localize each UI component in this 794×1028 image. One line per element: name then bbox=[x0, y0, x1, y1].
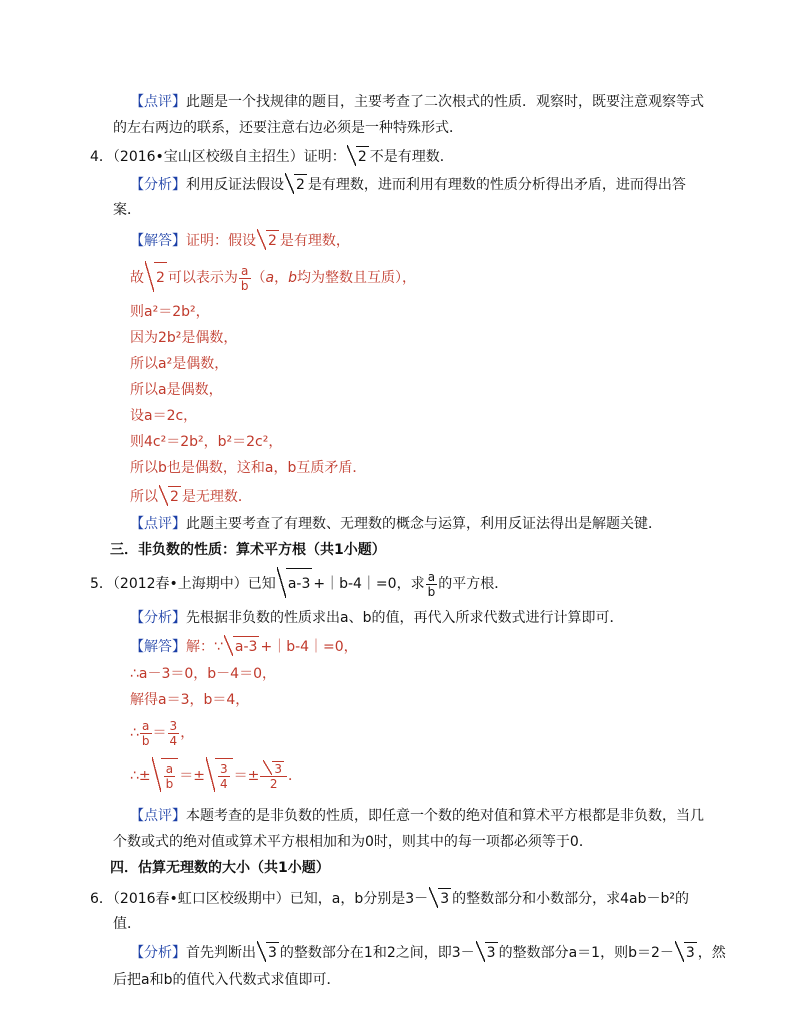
sqrt-radical: $\frac{3}{4}$ bbox=[206, 758, 233, 793]
analysis-tag: 【分析】 bbox=[130, 177, 186, 193]
sqrt-radical: 3 bbox=[429, 888, 451, 909]
answer-tag: 【解答】 bbox=[130, 639, 186, 655]
p4-answer-line-6: 所以a是偶数， bbox=[130, 382, 223, 398]
analysis-tag: 【分析】 bbox=[130, 610, 186, 626]
sqrt-radical: 2 bbox=[285, 174, 307, 195]
p5-answer-line-3: 解得a＝3，b＝4， bbox=[130, 692, 250, 708]
p4-answer-line-5: 所以a²是偶数， bbox=[130, 356, 229, 372]
p5-question: 5．（2012春•上海期中）已知 a-3 +｜b-4｜=0，求 $\frac{a}{b}$ 的平方根． bbox=[90, 569, 509, 599]
p5-answer-line-5: ∴± $\frac{a}{b}$ ＝± $\frac{3}{4}$ ＝± $\frac{3}{2}$ ． bbox=[130, 758, 302, 793]
p4-answer-line-10: 所以 2 是无理数． bbox=[130, 486, 252, 507]
sqrt-radical: a-3 bbox=[277, 568, 313, 599]
p4-answer-line-9: 所以b也是偶数，这和a，b互质矛盾． bbox=[130, 460, 367, 476]
p3-comment-line-2: 的左右两边的联系，还要注意右边必须是一种特殊形式． bbox=[113, 120, 463, 136]
fraction: $\frac{a}{b}$ bbox=[141, 718, 150, 748]
p3-comment-line-1 bbox=[130, 92, 704, 112]
p5-answer-line-4: ∴ $\frac{a}{b}$ ＝ $\frac{3}{4}$ ， bbox=[130, 718, 195, 748]
p5-answer-line-2: ∴a－3＝0，b－4＝0， bbox=[130, 666, 277, 682]
p4-comment: 【点评】此题主要考查了有理数、无理数的概念与运算，利用反证法得出是解题关键． bbox=[130, 516, 662, 532]
p5-analysis: 【分析】先根据非负数的性质求出a、b的值，再代入所求代数式进行计算即可． bbox=[130, 610, 624, 626]
p6-analysis-line-2: 后把a和b的值代入代数式求值即可． bbox=[113, 972, 341, 988]
comment-tag: 【点评】 bbox=[130, 94, 186, 110]
p3-comment-text-a: 此题是一个找规律的题目，主要考查了二次根式的性质．观察时，既要注意观察等式 bbox=[186, 94, 704, 110]
sqrt-radical: 3 bbox=[675, 942, 697, 963]
fraction: $\frac{3}{2}$ bbox=[260, 761, 287, 791]
sqrt-radical: 3 bbox=[257, 942, 279, 963]
p4-analysis-line-2: 案． bbox=[113, 202, 141, 218]
p6-analysis-line-1: 【分析】首先判断出 3 的整数部分在1和2之间，即3－ 3 的整数部分a＝1，则b＝2－ 3 ，然 bbox=[130, 942, 726, 963]
sqrt-radical: 2 bbox=[145, 262, 167, 293]
p4-answer-line-3: 则a²＝2b²， bbox=[130, 304, 210, 320]
sqrt-radical: a-3 bbox=[224, 636, 260, 657]
sqrt-radical: 2 bbox=[347, 146, 369, 167]
sqrt-radical: 2 bbox=[159, 486, 181, 507]
p4-answer-line-7: 设a＝2c， bbox=[130, 408, 198, 424]
answer-tag: 【解答】 bbox=[130, 233, 186, 249]
comment-tag: 【点评】 bbox=[130, 808, 186, 824]
p5-answer-line-1: 【解答】解：∵ a-3 +｜b-4｜=0， bbox=[130, 636, 358, 657]
analysis-tag: 【分析】 bbox=[130, 945, 186, 961]
p4-question bbox=[90, 146, 454, 167]
p4-answer-line-4: 因为2b²是偶数， bbox=[130, 330, 238, 346]
section-heading-3: 三．非负数的性质：算术平方根（共1小题） bbox=[110, 542, 386, 558]
sqrt-radical: 3 bbox=[476, 942, 498, 963]
comment-tag: 【点评】 bbox=[130, 516, 186, 532]
section-heading-4: 四．估算无理数的大小（共1小题） bbox=[110, 860, 330, 876]
p4-answer-line-2: 故 2 可以表示为 $\frac{a}{b}$ （a，b均为整数且互质）， bbox=[130, 263, 417, 293]
p5-comment-line-2: 个数或式的绝对值或算术平方根相加和为0时，则其中的每一项都必须等于0． bbox=[113, 834, 593, 850]
sqrt-radical: $\frac{a}{b}$ bbox=[152, 758, 179, 793]
p4-question-end: 不是有理数． bbox=[369, 149, 454, 165]
fraction: $\frac{a}{b}$ bbox=[427, 569, 436, 599]
p4-analysis-line-1: 【分析】利用反证法假设 2 是有理数，进而利用有理数的性质分析得出矛盾，进而得出答 bbox=[130, 174, 686, 195]
p4-number: 4． bbox=[90, 149, 113, 165]
p4-answer-line-1: 【解答】证明：假设 2 是有理数， bbox=[130, 230, 350, 251]
p6-question-line-2: 值． bbox=[113, 916, 141, 932]
p4-source: （2016•宝山区校级自主招生）证明： bbox=[112, 149, 346, 165]
fraction: $\frac{3}{4}$ bbox=[169, 718, 178, 748]
p5-comment-line-1: 【点评】本题考查的是非负数的性质，即任意一个数的绝对值和算术平方根都是非负数，当几 bbox=[130, 808, 704, 824]
sqrt-radical: 2 bbox=[257, 230, 279, 251]
fraction: $\frac{a}{b}$ bbox=[240, 263, 249, 293]
p4-answer-line-8: 则4c²＝2b²，b²＝2c²， bbox=[130, 434, 283, 450]
p6-question-line-1: 6．（2016春•虹口区校级期中）已知，a，b分别是3－ 3 的整数部分和小数部分，求4ab－b²的 bbox=[90, 888, 689, 909]
